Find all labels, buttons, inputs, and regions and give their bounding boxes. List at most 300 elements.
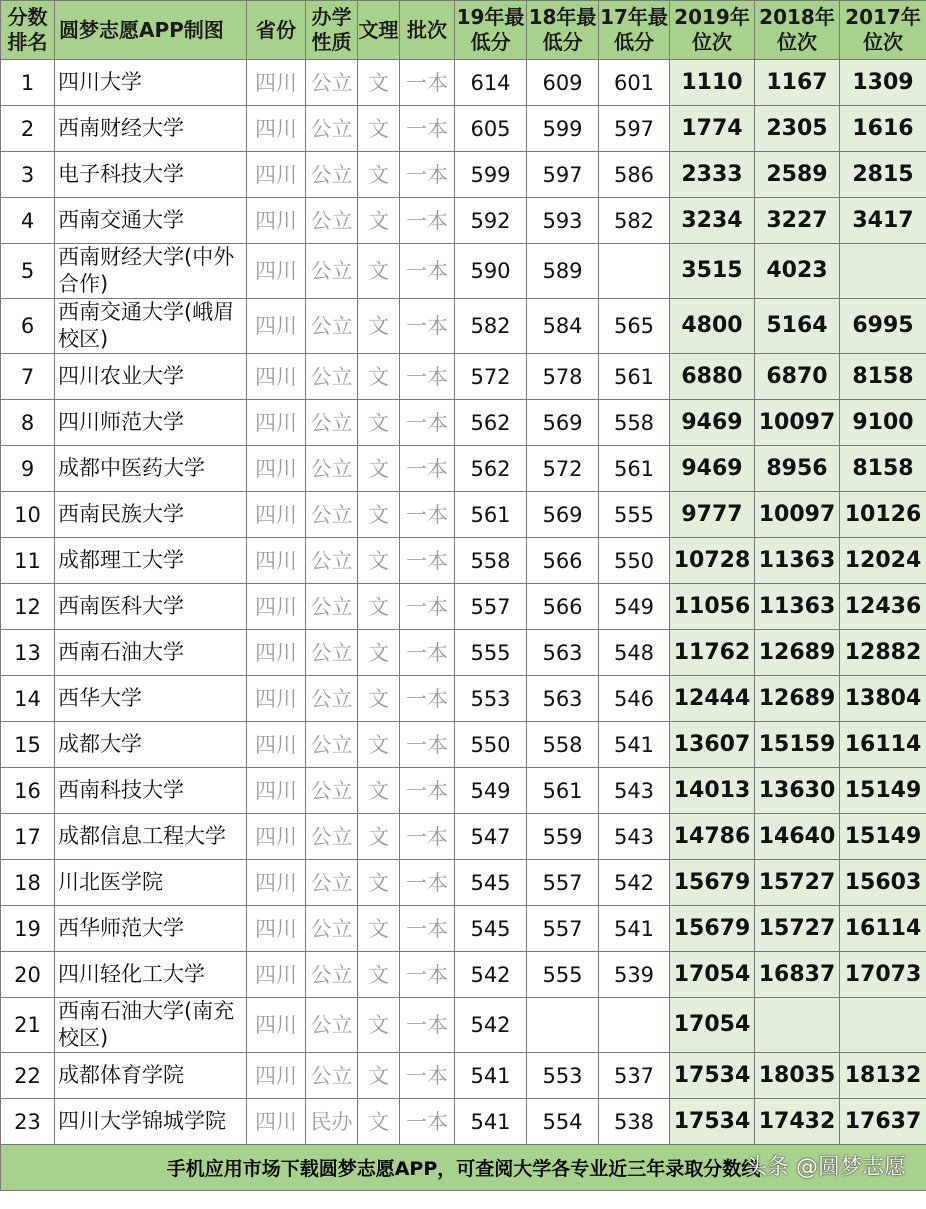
table-row [1, 354, 926, 400]
table-row [1, 584, 926, 630]
cell-batch: 一本 [400, 60, 455, 106]
cell-pos18: 15159 [755, 722, 840, 768]
cell-province: 四川 [247, 152, 306, 198]
cell-school: 四川大学 [55, 60, 247, 106]
cell-min19: 545 [455, 906, 527, 952]
header-min19: 19年最低分 [455, 1, 527, 60]
cell-min17: 601 [599, 60, 670, 106]
cell-subject: 文 [358, 60, 400, 106]
cell-school: 成都理工大学 [55, 538, 247, 584]
cell-min18: 563 [527, 630, 599, 676]
cell-pos18: 4023 [755, 244, 840, 299]
cell-min17: 549 [599, 584, 670, 630]
cell-pos19: 11056 [670, 584, 755, 630]
cell-subject: 文 [358, 630, 400, 676]
cell-min17: 539 [599, 952, 670, 998]
header-nature: 办学性质 [306, 1, 358, 60]
cell-pos19: 13607 [670, 722, 755, 768]
cell-province: 四川 [247, 998, 306, 1053]
cell-pos17: 1309 [840, 60, 926, 106]
cell-pos18: 5164 [755, 299, 840, 354]
cell-batch: 一本 [400, 198, 455, 244]
cell-rank: 18 [1, 860, 55, 906]
cell-school: 成都中医药大学 [55, 446, 247, 492]
cell-batch: 一本 [400, 814, 455, 860]
cell-batch: 一本 [400, 152, 455, 198]
table-header [1, 1, 926, 60]
cell-batch: 一本 [400, 446, 455, 492]
cell-min18: 557 [527, 906, 599, 952]
cell-rank: 23 [1, 1099, 55, 1145]
cell-school: 电子科技大学 [55, 152, 247, 198]
cell-min17: 561 [599, 354, 670, 400]
cell-pos19: 10728 [670, 538, 755, 584]
cell-province: 四川 [247, 814, 306, 860]
cell-school: 西南交通大学 [55, 198, 247, 244]
table-row [1, 446, 926, 492]
cell-min19: 557 [455, 584, 527, 630]
table-row [1, 1099, 926, 1145]
cell-rank: 1 [1, 60, 55, 106]
cell-batch: 一本 [400, 860, 455, 906]
cell-school: 西华师范大学 [55, 906, 247, 952]
header-min17: 17年最低分 [599, 1, 670, 60]
cell-subject: 文 [358, 1053, 400, 1099]
cell-rank: 20 [1, 952, 55, 998]
cell-nature: 公立 [306, 198, 358, 244]
cell-min18: 569 [527, 492, 599, 538]
cell-pos17: 8158 [840, 446, 926, 492]
header-pos19: 2019年位次 [670, 1, 755, 60]
cell-pos17: 3417 [840, 198, 926, 244]
cell-batch: 一本 [400, 354, 455, 400]
cell-school: 西南石油大学(南充校区) [55, 998, 247, 1053]
table-body [1, 60, 926, 1145]
cell-min19: 599 [455, 152, 527, 198]
header-province: 省份 [247, 1, 306, 60]
cell-subject: 文 [358, 814, 400, 860]
cell-subject: 文 [358, 152, 400, 198]
cell-nature: 公立 [306, 354, 358, 400]
cell-min18 [527, 998, 599, 1053]
table-row [1, 198, 926, 244]
cell-nature: 公立 [306, 152, 358, 198]
cell-min17: 542 [599, 860, 670, 906]
cell-school: 西南交通大学(峨眉校区) [55, 299, 247, 354]
cell-school: 西南医科大学 [55, 584, 247, 630]
cell-rank: 10 [1, 492, 55, 538]
cell-nature: 公立 [306, 722, 358, 768]
cell-min19: 541 [455, 1053, 527, 1099]
cell-province: 四川 [247, 952, 306, 998]
cell-pos19: 17534 [670, 1053, 755, 1099]
cell-pos19: 11762 [670, 630, 755, 676]
cell-pos19: 14013 [670, 768, 755, 814]
cell-pos18: 12689 [755, 676, 840, 722]
header-pos18: 2018年位次 [755, 1, 840, 60]
cell-min18: 563 [527, 676, 599, 722]
cell-batch: 一本 [400, 106, 455, 152]
cell-province: 四川 [247, 538, 306, 584]
table-row [1, 244, 926, 299]
cell-min19: 550 [455, 722, 527, 768]
cell-nature: 公立 [306, 106, 358, 152]
cell-subject: 文 [358, 584, 400, 630]
cell-pos19: 14786 [670, 814, 755, 860]
cell-min19: 553 [455, 676, 527, 722]
cell-subject: 文 [358, 768, 400, 814]
cell-min17: 548 [599, 630, 670, 676]
cell-school: 西南民族大学 [55, 492, 247, 538]
table-row [1, 630, 926, 676]
cell-rank: 8 [1, 400, 55, 446]
cell-rank: 21 [1, 998, 55, 1053]
cell-school: 四川轻化工大学 [55, 952, 247, 998]
cell-pos19: 1774 [670, 106, 755, 152]
cell-min17 [599, 998, 670, 1053]
cell-pos18: 8956 [755, 446, 840, 492]
cell-rank: 3 [1, 152, 55, 198]
cell-province: 四川 [247, 299, 306, 354]
cell-subject: 文 [358, 354, 400, 400]
cell-batch: 一本 [400, 584, 455, 630]
cell-pos19: 6880 [670, 354, 755, 400]
cell-min17: 546 [599, 676, 670, 722]
cell-rank: 14 [1, 676, 55, 722]
header-batch: 批次 [400, 1, 455, 60]
cell-batch: 一本 [400, 492, 455, 538]
cell-min17: 561 [599, 446, 670, 492]
cell-pos17: 9100 [840, 400, 926, 446]
cell-subject: 文 [358, 998, 400, 1053]
cell-rank: 11 [1, 538, 55, 584]
cell-school: 西南科技大学 [55, 768, 247, 814]
cell-subject: 文 [358, 906, 400, 952]
cell-rank: 19 [1, 906, 55, 952]
cell-province: 四川 [247, 676, 306, 722]
table-row [1, 906, 926, 952]
cell-pos19: 2333 [670, 152, 755, 198]
cell-min18: 597 [527, 152, 599, 198]
cell-pos19: 3234 [670, 198, 755, 244]
cell-min17 [599, 244, 670, 299]
table-row [1, 814, 926, 860]
cell-pos18: 16837 [755, 952, 840, 998]
cell-pos18: 14640 [755, 814, 840, 860]
cell-school: 成都体育学院 [55, 1053, 247, 1099]
cell-pos18: 15727 [755, 860, 840, 906]
cell-subject: 文 [358, 676, 400, 722]
cell-province: 四川 [247, 860, 306, 906]
cell-min17: 582 [599, 198, 670, 244]
cell-nature: 民办 [306, 1099, 358, 1145]
cell-rank: 12 [1, 584, 55, 630]
cell-min19: 605 [455, 106, 527, 152]
cell-batch: 一本 [400, 538, 455, 584]
header-subject: 文理 [358, 1, 400, 60]
table-row [1, 400, 926, 446]
cell-min18: 609 [527, 60, 599, 106]
cell-province: 四川 [247, 906, 306, 952]
cell-school: 川北医学院 [55, 860, 247, 906]
cell-rank: 7 [1, 354, 55, 400]
cell-nature: 公立 [306, 299, 358, 354]
cell-batch: 一本 [400, 676, 455, 722]
cell-province: 四川 [247, 584, 306, 630]
cell-subject: 文 [358, 244, 400, 299]
header-school: 圆梦志愿APP制图 [55, 1, 247, 60]
cell-subject: 文 [358, 722, 400, 768]
table-row [1, 860, 926, 906]
cell-batch: 一本 [400, 952, 455, 998]
cell-pos17: 16114 [840, 722, 926, 768]
cell-min19: 572 [455, 354, 527, 400]
table-row [1, 1053, 926, 1099]
cell-min19: 562 [455, 446, 527, 492]
cell-province: 四川 [247, 1053, 306, 1099]
cell-subject: 文 [358, 492, 400, 538]
cell-province: 四川 [247, 106, 306, 152]
cell-min17: 543 [599, 768, 670, 814]
table-row [1, 60, 926, 106]
cell-min18: 561 [527, 768, 599, 814]
cell-province: 四川 [247, 446, 306, 492]
cell-subject: 文 [358, 860, 400, 906]
watermark: 头条 @圆梦志愿 [745, 1155, 906, 1180]
cell-nature: 公立 [306, 446, 358, 492]
cell-pos18: 11363 [755, 584, 840, 630]
cell-nature: 公立 [306, 538, 358, 584]
cell-pos17: 16114 [840, 906, 926, 952]
cell-province: 四川 [247, 492, 306, 538]
cell-pos17: 18132 [840, 1053, 926, 1099]
cell-province: 四川 [247, 400, 306, 446]
cell-min17: 541 [599, 722, 670, 768]
cell-pos17: 17073 [840, 952, 926, 998]
cell-min19: 561 [455, 492, 527, 538]
table-row [1, 768, 926, 814]
header-min18: 18年最低分 [527, 1, 599, 60]
cell-nature: 公立 [306, 814, 358, 860]
cell-nature: 公立 [306, 860, 358, 906]
cell-pos18: 10097 [755, 400, 840, 446]
cell-batch: 一本 [400, 998, 455, 1053]
cell-pos18: 3227 [755, 198, 840, 244]
cell-pos17: 15149 [840, 814, 926, 860]
cell-min19: 542 [455, 998, 527, 1053]
cell-nature: 公立 [306, 492, 358, 538]
cell-pos17: 2815 [840, 152, 926, 198]
cell-min18: 569 [527, 400, 599, 446]
header-pos17: 2017年位次 [840, 1, 926, 60]
cell-school: 西华大学 [55, 676, 247, 722]
cell-subject: 文 [358, 106, 400, 152]
footer-banner: 手机应用市场下载圆梦志愿APP，可查阅大学各专业近三年录取分数线 [1, 1145, 926, 1191]
cell-nature: 公立 [306, 952, 358, 998]
cell-min17: 550 [599, 538, 670, 584]
cell-min19: 558 [455, 538, 527, 584]
cell-pos17: 6995 [840, 299, 926, 354]
table-row [1, 492, 926, 538]
cell-school: 成都信息工程大学 [55, 814, 247, 860]
cell-nature: 公立 [306, 768, 358, 814]
cell-nature: 公立 [306, 400, 358, 446]
table-row [1, 952, 926, 998]
cell-pos18: 11363 [755, 538, 840, 584]
cell-min19: 542 [455, 952, 527, 998]
cell-min18: 559 [527, 814, 599, 860]
cell-province: 四川 [247, 198, 306, 244]
cell-subject: 文 [358, 198, 400, 244]
cell-min18: 554 [527, 1099, 599, 1145]
table-row [1, 722, 926, 768]
cell-subject: 文 [358, 400, 400, 446]
cell-pos19: 17534 [670, 1099, 755, 1145]
cell-subject: 文 [358, 538, 400, 584]
cell-nature: 公立 [306, 244, 358, 299]
cell-pos18: 2589 [755, 152, 840, 198]
cell-min17: 538 [599, 1099, 670, 1145]
cell-min17: 541 [599, 906, 670, 952]
cell-min19: 592 [455, 198, 527, 244]
cell-province: 四川 [247, 768, 306, 814]
cell-pos18: 1167 [755, 60, 840, 106]
cell-pos18: 15727 [755, 906, 840, 952]
cell-pos18: 6870 [755, 354, 840, 400]
cell-min17: 537 [599, 1053, 670, 1099]
cell-min19: 555 [455, 630, 527, 676]
table-row [1, 998, 926, 1053]
cell-min19: 590 [455, 244, 527, 299]
cell-min18: 584 [527, 299, 599, 354]
cell-pos17: 12882 [840, 630, 926, 676]
cell-pos19: 17054 [670, 952, 755, 998]
cell-pos19: 15679 [670, 860, 755, 906]
cell-min18: 558 [527, 722, 599, 768]
cell-rank: 2 [1, 106, 55, 152]
cell-school: 西南财经大学(中外合作) [55, 244, 247, 299]
cell-subject: 文 [358, 952, 400, 998]
table-row [1, 676, 926, 722]
cell-rank: 17 [1, 814, 55, 860]
cell-batch: 一本 [400, 244, 455, 299]
cell-nature: 公立 [306, 584, 358, 630]
cell-pos19: 1110 [670, 60, 755, 106]
cell-min17: 555 [599, 492, 670, 538]
cell-pos19: 3515 [670, 244, 755, 299]
cell-rank: 4 [1, 198, 55, 244]
cell-min19: 614 [455, 60, 527, 106]
cell-min18: 553 [527, 1053, 599, 1099]
cell-pos19: 4800 [670, 299, 755, 354]
cell-pos17: 15603 [840, 860, 926, 906]
cell-pos18: 10097 [755, 492, 840, 538]
cell-pos18: 2305 [755, 106, 840, 152]
cell-subject: 文 [358, 446, 400, 492]
cell-rank: 9 [1, 446, 55, 492]
cell-pos19: 9777 [670, 492, 755, 538]
cell-pos17: 1616 [840, 106, 926, 152]
cell-nature: 公立 [306, 998, 358, 1053]
cell-pos17: 12024 [840, 538, 926, 584]
cell-batch: 一本 [400, 1099, 455, 1145]
cell-school: 四川师范大学 [55, 400, 247, 446]
cell-pos17: 10126 [840, 492, 926, 538]
cell-province: 四川 [247, 354, 306, 400]
table-row [1, 106, 926, 152]
cell-min19: 545 [455, 860, 527, 906]
cell-nature: 公立 [306, 630, 358, 676]
cell-batch: 一本 [400, 722, 455, 768]
cell-min19: 562 [455, 400, 527, 446]
cell-pos18: 18035 [755, 1053, 840, 1099]
cell-batch: 一本 [400, 768, 455, 814]
cell-school: 四川大学锦城学院 [55, 1099, 247, 1145]
cell-province: 四川 [247, 722, 306, 768]
cell-province: 四川 [247, 244, 306, 299]
cell-nature: 公立 [306, 1053, 358, 1099]
cell-pos19: 17054 [670, 998, 755, 1053]
cell-min17: 597 [599, 106, 670, 152]
cell-school: 西南石油大学 [55, 630, 247, 676]
cell-pos19: 15679 [670, 906, 755, 952]
cell-min19: 582 [455, 299, 527, 354]
cell-min18: 555 [527, 952, 599, 998]
cell-pos18: 13630 [755, 768, 840, 814]
cell-min17: 586 [599, 152, 670, 198]
cell-rank: 13 [1, 630, 55, 676]
cell-min17: 543 [599, 814, 670, 860]
table-row [1, 538, 926, 584]
header-rank: 分数排名 [1, 1, 55, 60]
table-row [1, 299, 926, 354]
cell-nature: 公立 [306, 60, 358, 106]
cell-rank: 15 [1, 722, 55, 768]
cell-pos19: 9469 [670, 400, 755, 446]
cell-pos18: 12689 [755, 630, 840, 676]
cell-batch: 一本 [400, 906, 455, 952]
cell-pos17 [840, 244, 926, 299]
cell-min18: 557 [527, 860, 599, 906]
cell-batch: 一本 [400, 299, 455, 354]
cell-nature: 公立 [306, 676, 358, 722]
cell-rank: 16 [1, 768, 55, 814]
cell-school: 西南财经大学 [55, 106, 247, 152]
cell-batch: 一本 [400, 400, 455, 446]
cell-school: 四川农业大学 [55, 354, 247, 400]
cell-pos17: 15149 [840, 768, 926, 814]
cell-min18: 599 [527, 106, 599, 152]
cell-min18: 589 [527, 244, 599, 299]
cell-school: 成都大学 [55, 722, 247, 768]
cell-pos17: 8158 [840, 354, 926, 400]
cell-subject: 文 [358, 299, 400, 354]
cell-pos19: 12444 [670, 676, 755, 722]
cell-province: 四川 [247, 1099, 306, 1145]
cell-nature: 公立 [306, 906, 358, 952]
cell-min18: 572 [527, 446, 599, 492]
table-row [1, 152, 926, 198]
cell-min18: 566 [527, 584, 599, 630]
cell-province: 四川 [247, 60, 306, 106]
cell-province: 四川 [247, 630, 306, 676]
cell-min18: 566 [527, 538, 599, 584]
cell-subject: 文 [358, 1099, 400, 1145]
cell-pos18 [755, 998, 840, 1053]
cell-pos17 [840, 998, 926, 1053]
cell-rank: 5 [1, 244, 55, 299]
cell-min19: 541 [455, 1099, 527, 1145]
